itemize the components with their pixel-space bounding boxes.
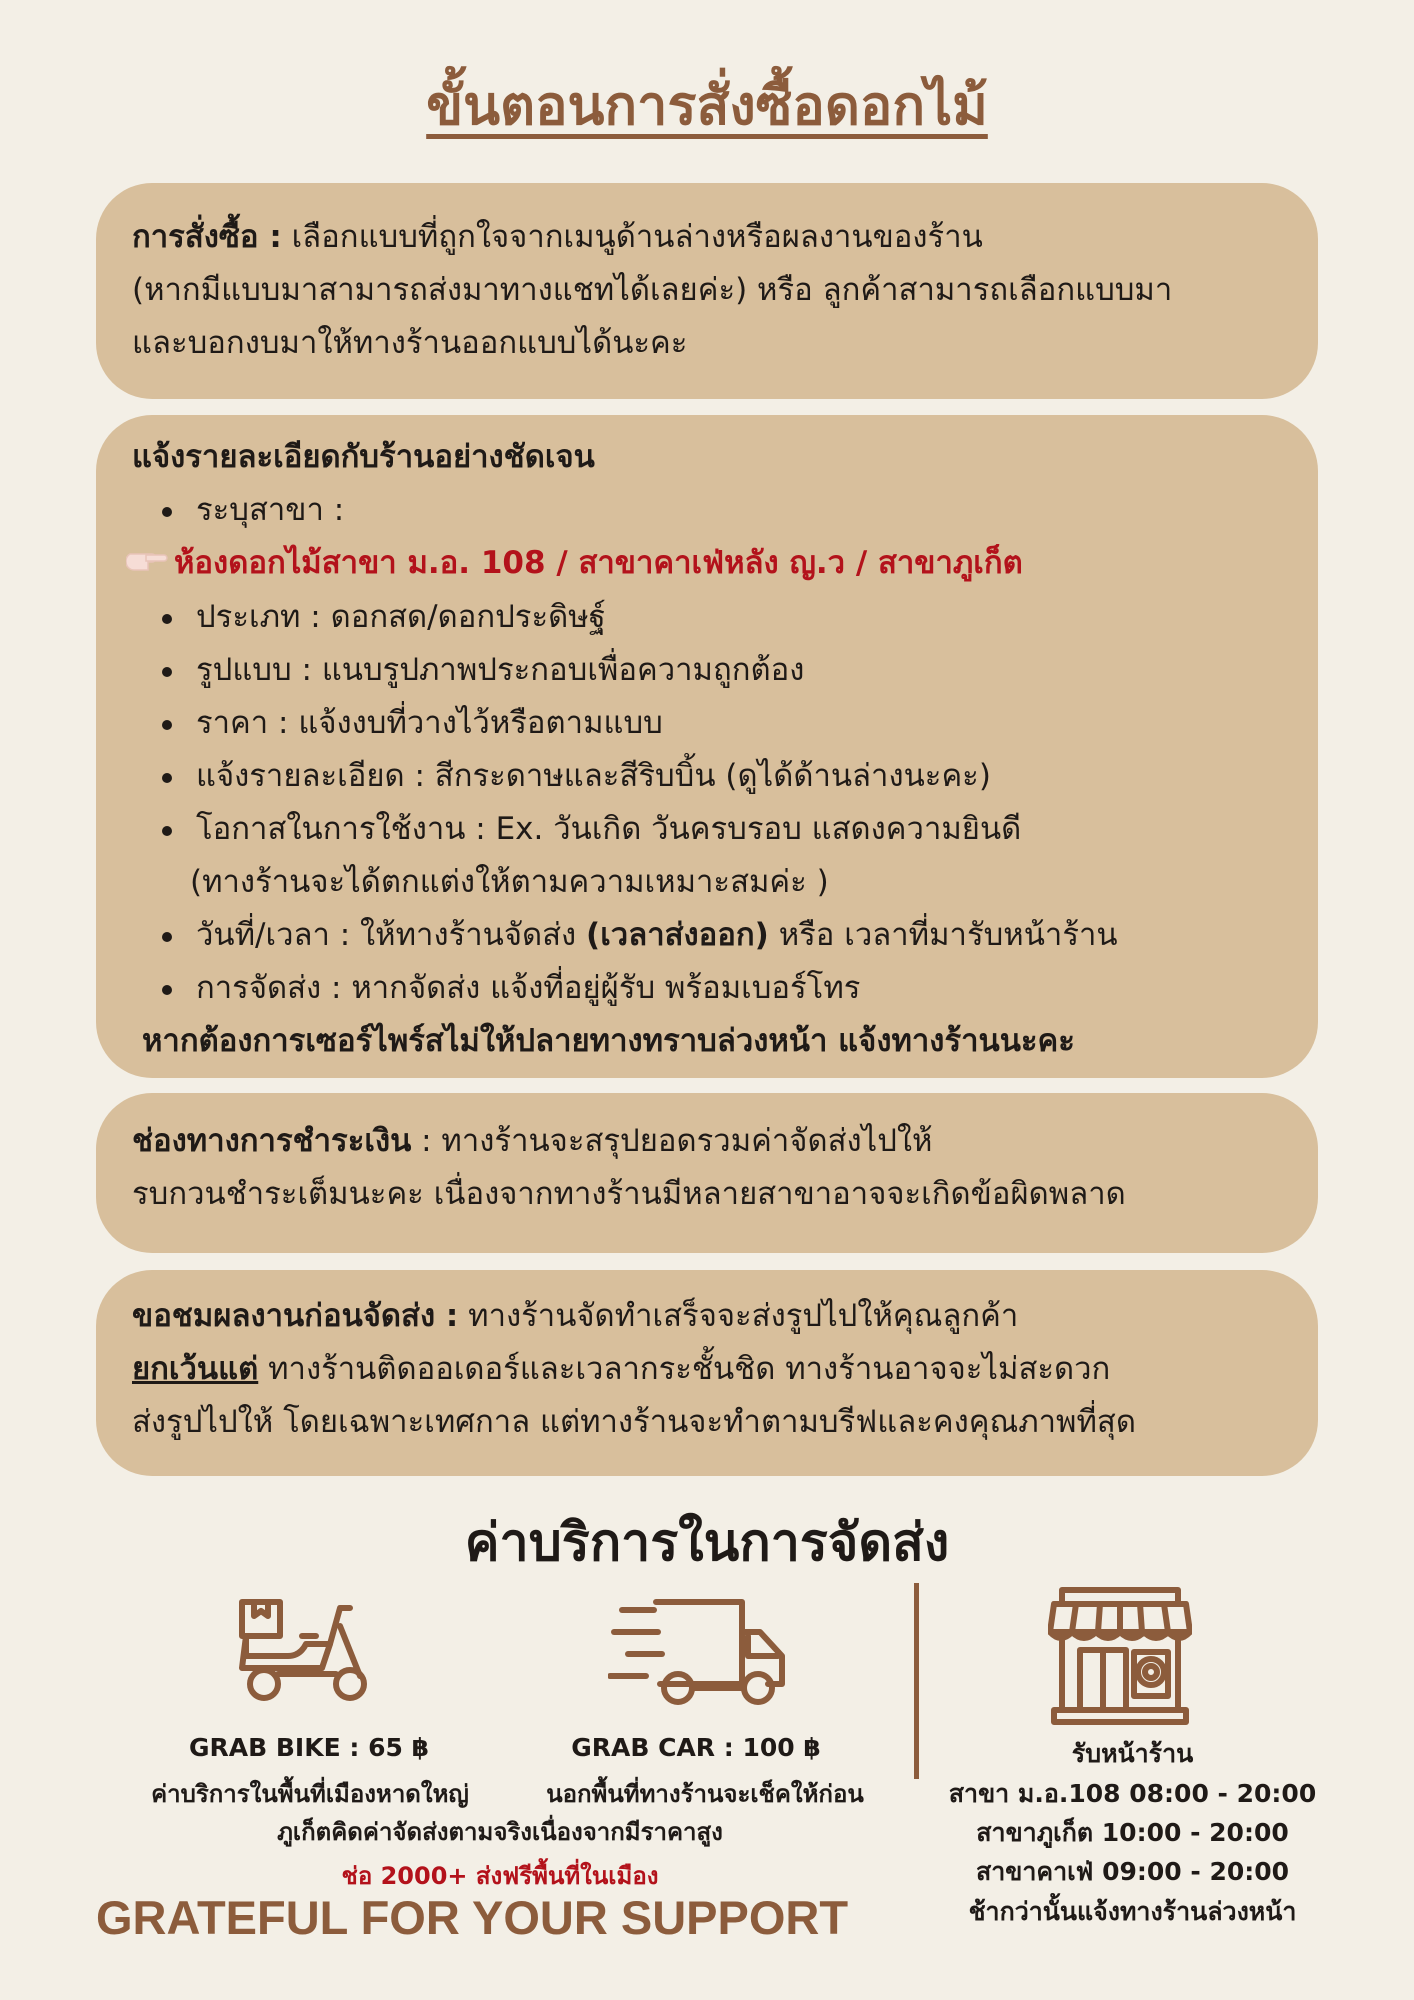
preview-line-1 xyxy=(132,1290,1282,1343)
order-heading: การสั่งซื้อ : xyxy=(132,219,282,255)
preview-except: ยกเว้นแต่ xyxy=(132,1351,259,1387)
preview-line-2 xyxy=(132,1343,1282,1396)
grab-bike-note: ค่าบริการในพื้นที่เมืองหาดใหญ่ xyxy=(151,1780,469,1808)
order-card xyxy=(96,183,1318,399)
scooter-icon xyxy=(238,1596,380,1708)
payment-line-1 xyxy=(132,1115,1282,1168)
detail-date-pre: วันที่/เวลา : ให้ทางร้านจัดส่ง xyxy=(196,917,587,953)
preview-card xyxy=(96,1270,1318,1476)
detail-occasion: โอกาสในการใช้งาน : Ex. วันเกิด วันครบรอบ แสดงความยินดี xyxy=(132,803,1282,856)
detail-style: รูปแบบ : แนบรูปภาพประกอบเพื่อความถูกต้อง xyxy=(132,644,1282,697)
preview-text-1: ทางร้านจัดทำเสร็จจะส่งรูปไปให้คุณลูกค้า xyxy=(458,1298,1019,1334)
detail-colors: แจ้งรายละเอียด : สีกระดาษและสีริบบิ้น (ดูได้ด้านล่างนะคะ) xyxy=(132,750,1282,803)
branch-line xyxy=(126,537,1282,591)
payment-card xyxy=(96,1093,1318,1253)
phuket-note: ภูเก็ตคิดค่าจัดส่งตามจริงเนื่องจากมีราคาสูง xyxy=(277,1818,723,1846)
grab-car-note: นอกพื้นที่ทางร้านจะเช็คให้ก่อน xyxy=(546,1780,864,1808)
branch-list: ห้องดอกไม้สาขา ม.อ. 108 / สาขาคาเฟ่หลัง ญ.ว / สาขาภูเก็ต xyxy=(174,545,1023,581)
grab-bike-label: GRAB BIKE : 65 ฿ xyxy=(189,1733,429,1762)
detail-type: ประเภท : ดอกสด/ดอกประดิษฐ์ xyxy=(132,591,1282,644)
pickup-hours-2: สาขาภูเก็ต 10:00 - 20:00 xyxy=(976,1818,1289,1847)
payment-heading: ช่องทางการชำระเงิน xyxy=(132,1123,412,1159)
preview-line-3: ส่งรูปไปให้ โดยเฉพาะเทศกาล แต่ทางร้านจะทำตามบรีฟและคงคุณภาพที่สุด xyxy=(132,1404,1136,1440)
pointing-hand-icon xyxy=(126,538,170,591)
free-delivery-note: ช่อ 2000+ ส่งฟรีพื้นที่ในเมือง xyxy=(341,1862,659,1890)
storefront-icon xyxy=(1048,1586,1192,1730)
detail-delivery: การจัดส่ง : หากจัดส่ง แจ้งที่อยู่ผู้รับ พร้อมเบอร์โทร xyxy=(132,962,1282,1015)
delivery-truck-icon xyxy=(608,1596,794,1712)
pickup-title: รับหน้าร้าน xyxy=(1071,1739,1194,1768)
payment-text-1: : ทางร้านจะสรุปยอดรวมค่าจัดส่งไปให้ xyxy=(411,1123,933,1159)
pickup-hours-3: สาขาคาเฟ่ 09:00 - 20:00 xyxy=(975,1857,1290,1886)
detail-price: ราคา : แจ้งงบที่วางไว้หรือตามแบบ xyxy=(132,697,1282,750)
details-heading: แจ้งรายละเอียดกับร้านอย่างชัดเจน xyxy=(132,439,595,475)
detail-date xyxy=(132,909,1282,962)
grab-car-label: GRAB CAR : 100 ฿ xyxy=(571,1733,821,1762)
detail-surprise: หากต้องการเซอร์ไพร์สไม่ให้ปลายทางทราบล่วงหน้า แจ้งทางร้านนะคะ xyxy=(142,1023,1075,1059)
pickup-note: ช้ากว่านั้นแจ้งทางร้านล่วงหน้า xyxy=(968,1897,1297,1926)
shipping-title: ค่าบริการในการจัดส่ง xyxy=(464,1513,950,1573)
detail-date-bold: (เวลาส่งออก) xyxy=(586,917,769,953)
section-divider xyxy=(914,1583,919,1779)
page-title: ขั้นตอนการสั่งซื้อดอกไม้ xyxy=(426,74,988,137)
preview-text-2: ทางร้านติดออเดอร์และเวลากระชั้นชิด ทางร้านอาจจะไม่สะดวก xyxy=(258,1351,1111,1387)
branch-label: ระบุสาขา : xyxy=(132,484,1282,537)
detail-occasion-note: (ทางร้านจะได้ตกแต่งให้ตามความเหมาะสมค่ะ ) xyxy=(190,864,829,900)
detail-date-post: หรือ เวลาที่มารับหน้าร้าน xyxy=(768,917,1118,953)
order-line-3: และบอกงบมาให้ทางร้านออกแบบได้นะคะ xyxy=(132,325,688,361)
details-card xyxy=(96,415,1318,1078)
footer-slogan: GRATEFUL FOR YOUR SUPPORT xyxy=(96,1891,849,1944)
order-line-1 xyxy=(132,211,1282,264)
pickup-hours-1: สาขา ม.อ.108 08:00 - 20:00 xyxy=(948,1779,1317,1808)
order-line-2: (หากมีแบบมาสามารถส่งมาทางแชทได้เลยค่ะ) หรือ ลูกค้าสามารถเลือกแบบมา xyxy=(132,272,1173,308)
preview-heading: ขอชมผลงานก่อนจัดส่ง : xyxy=(132,1298,459,1334)
payment-line-2: รบกวนชำระเต็มนะคะ เนื่องจากทางร้านมีหลายสาขาอาจจะเกิดข้อผิดพลาด xyxy=(132,1176,1126,1212)
order-text-1: เลือกแบบที่ถูกใจจากเมนูด้านล่างหรือผลงานของร้าน xyxy=(281,219,983,255)
